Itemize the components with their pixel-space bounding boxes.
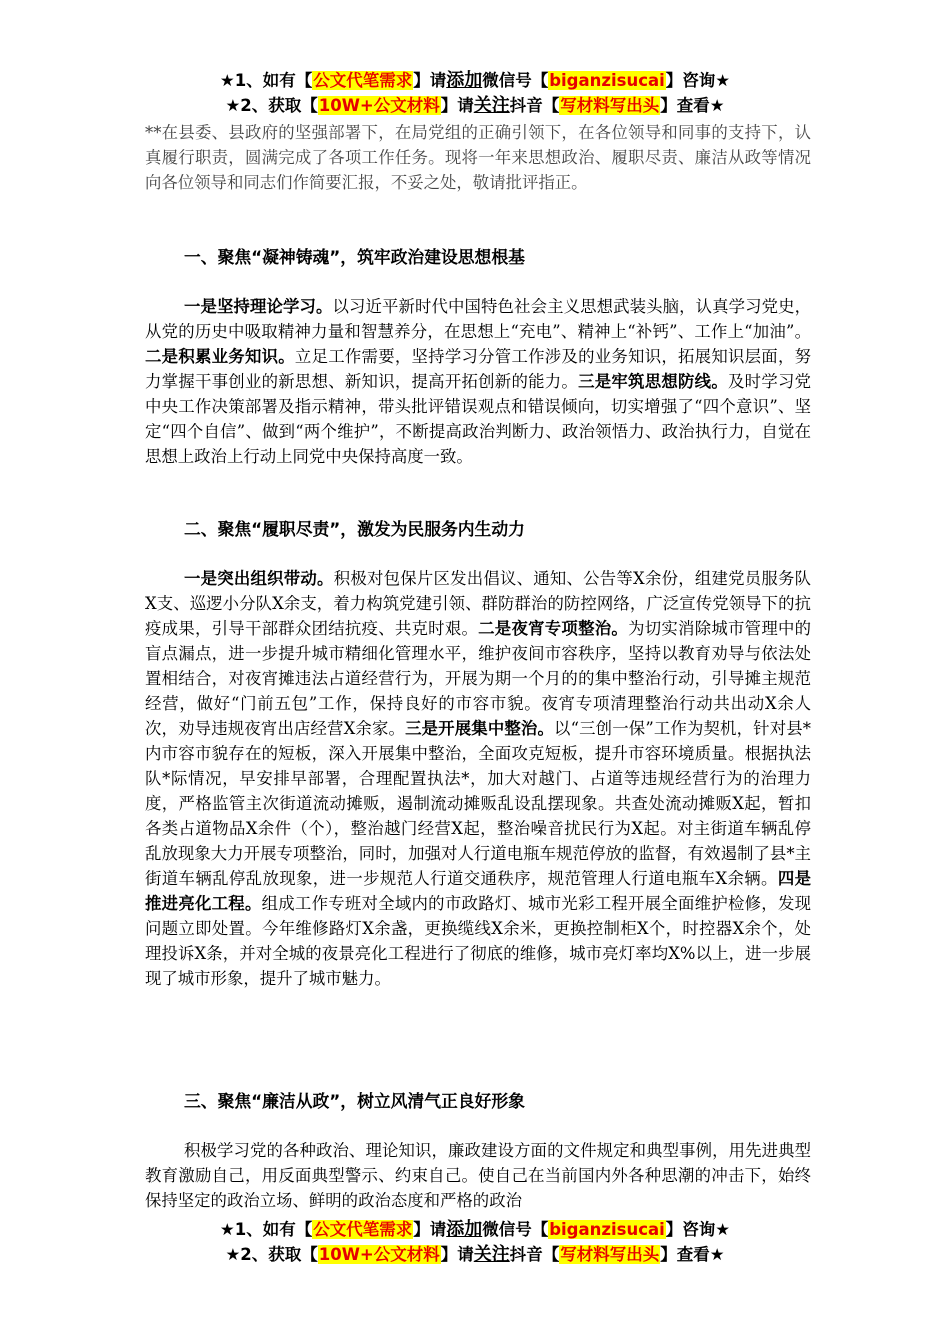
ad-highlight: 写材料写出头 — [560, 96, 660, 115]
item-text: 以习近平新时代中国特色社会主义思想武装头脑，认真学习党史，从党的历史中吸取精神力量和智慧养分，在思想上“充电”、精神上“补钙”、工作上“加油”。 — [145, 297, 812, 341]
item-title: 三是牢筑思想防线。 — [578, 372, 728, 391]
ad-underline: 关注 — [473, 95, 510, 116]
ad-text: ★2、获取【 — [225, 1245, 318, 1264]
intro-paragraph — [145, 120, 811, 195]
ad-line-1 — [0, 70, 950, 92]
ad-text: 】咨询★ — [665, 71, 731, 90]
item-text: 立足工作需要，坚持学习分管工作涉及的业务知识，拓展知识层面，努力掌握干事创业的新思想、新知识，提高开拓创新的能力。 — [145, 347, 812, 391]
ad-line-2 — [0, 95, 950, 117]
item-text: 及时学习党中央工作决策部署及指示精神，带头批评错误观点和错误倾向，切实增强了“四个意识”、坚定“四个自信”、做到“两个维护”，不断提高政治判断力、政治领悟力、政治执行力，自觉在思想上政治上行动上同党中央保持高度一致。 — [145, 372, 812, 466]
ad-highlight: biganzisucai — [549, 1220, 665, 1239]
ad-text: 】请 — [440, 1245, 474, 1264]
ad-highlight: 10W+公文材料 — [318, 1245, 440, 1264]
item-title: 三是开展集中整治。 — [405, 719, 555, 738]
section-2-paragraph — [145, 566, 811, 991]
intro-text: **在县委、县政府的坚强部署下，在局党组的正确引领下，在各位领导和同事的支持下，认真履行职责，圆满完成了各项工作任务。现将一年来思想政治、履职尽责、廉洁从政等情况向各位领导和同志们作简要汇报，不妥之处，敬请批评指正。 — [145, 123, 811, 192]
item-title: 四是推进亮化工程。 — [145, 869, 811, 913]
ad-footer-line-2 — [0, 1244, 950, 1266]
item-title: 二是积累业务知识。 — [145, 347, 295, 366]
ad-underline: 添加 — [446, 1219, 483, 1240]
item-text: 为切实消除城市管理中的盲点漏点，进一步提升城市精细化管理水平，维护夜间市容秩序，坚持以教育劝导与依法处置相结合，对夜宵摊违法占道经营行为，开展为期一个月的的集中整治行动，引导摊主规范经营，做好“门前五包”工作，保持良好的市容市貌。夜宵专项清理整治行动共出动X余人次，劝导违规夜宵出店经营X余家。 — [145, 619, 812, 738]
item-text: 组成工作专班对全域内的市政路灯、城市光彩工程开展全面维护检修，发现问题立即处置。今年维修路灯X余盏，更换缆线X余米，更换控制柜X个，时控器X余个，处理投诉X条，并对全城的夜景亮化工程进行了彻底的维修，城市亮灯率均X%以上，进一步展现了城市形象，提升了城市魅力。 — [145, 894, 812, 988]
section-2-body — [145, 566, 811, 991]
section-1-heading: 一、聚焦“凝神铸魂”，筑牢政治建设思想根基 — [184, 247, 525, 267]
item-title: 二是夜宵专项整治。 — [478, 619, 629, 638]
ad-highlight: 10W+公文材料 — [318, 96, 440, 115]
ad-underline: 添加 — [446, 70, 483, 91]
ad-text: 】咨询★ — [665, 1220, 731, 1239]
ad-highlight: 公文代笔需求 — [313, 1220, 413, 1239]
ad-highlight: biganzisucai — [549, 71, 665, 90]
ad-text: 微信号【 — [482, 1220, 549, 1239]
item-text: 积极对包保片区发出倡议、通知、公告等X余份，组建党员服务队X支、巡逻小分队X余支，着力构筑党建引领、群防群治的防控网络，广泛宣传党领导下的抗疫成果，引导干部群众团结抗疫、共克时艰。 — [145, 569, 812, 638]
section-3-paragraph: 积极学习党的各种政治、理论知识，廉政建设方面的文件规定和典型事例，用先进典型教育激励自己，用反面典型警示、约束自己。使自己在当前国内外各种思潮的冲击下，始终保持坚定的政治立场、鲜明的政治态度和严格的政治 — [145, 1141, 811, 1210]
ad-text: 抖音【 — [509, 1245, 560, 1264]
ad-text: 】查看★ — [660, 96, 725, 115]
ad-highlight: 公文代笔需求 — [313, 71, 413, 90]
section-1-paragraph — [145, 294, 811, 469]
ad-text: ★1、如有【 — [219, 71, 313, 90]
ad-text: 】请 — [413, 1220, 447, 1239]
ad-text: 】请 — [413, 71, 447, 90]
ad-text: 抖音【 — [509, 96, 560, 115]
section-2-heading: 二、聚焦“履职尽责”，激发为民服务内生动力 — [184, 519, 525, 539]
section-1-body — [145, 294, 811, 469]
ad-text: 】查看★ — [660, 1245, 725, 1264]
ad-underline: 关注 — [473, 1244, 510, 1265]
ad-text: ★1、如有【 — [219, 1220, 313, 1239]
ad-text: 微信号【 — [482, 71, 549, 90]
item-text: 以“三创一保”工作为契机，针对县*内市容市貌存在的短板，深入开展集中整治，全面攻克短板，提升市容环境质量。根据执法队*际情况，早安排早部署，合理配置执法*，加大对越门、占道等违规经营行为的治理力度，严格监管主次街道流动摊贩，遏制流动摊贩乱设乱摆现象。共查处流动摊贩X起，暂扣各类占道物品X余件（个），整治越门经营X起，整治噪音扰民行为X起。对主街道车辆乱停乱放现象大力开展专项整治，同时，加强对人行道电瓶车规范停放的监督，有效遏制了县*主街道车辆乱停乱放现象，进一步规范人行道交通秩序，规范管理人行道电瓶车X余辆。 — [145, 719, 811, 888]
ad-footer-line-1 — [0, 1219, 950, 1241]
ad-text: 】请 — [440, 96, 474, 115]
section-3-body — [145, 1138, 811, 1213]
item-title: 一是突出组织带动。 — [184, 569, 334, 588]
section-3-heading: 三、聚焦“廉洁从政”，树立风清气正良好形象 — [184, 1091, 525, 1111]
item-title: 一是坚持理论学习。 — [184, 297, 333, 316]
ad-highlight: 写材料写出头 — [560, 1245, 660, 1264]
ad-text: ★2、获取【 — [225, 96, 318, 115]
